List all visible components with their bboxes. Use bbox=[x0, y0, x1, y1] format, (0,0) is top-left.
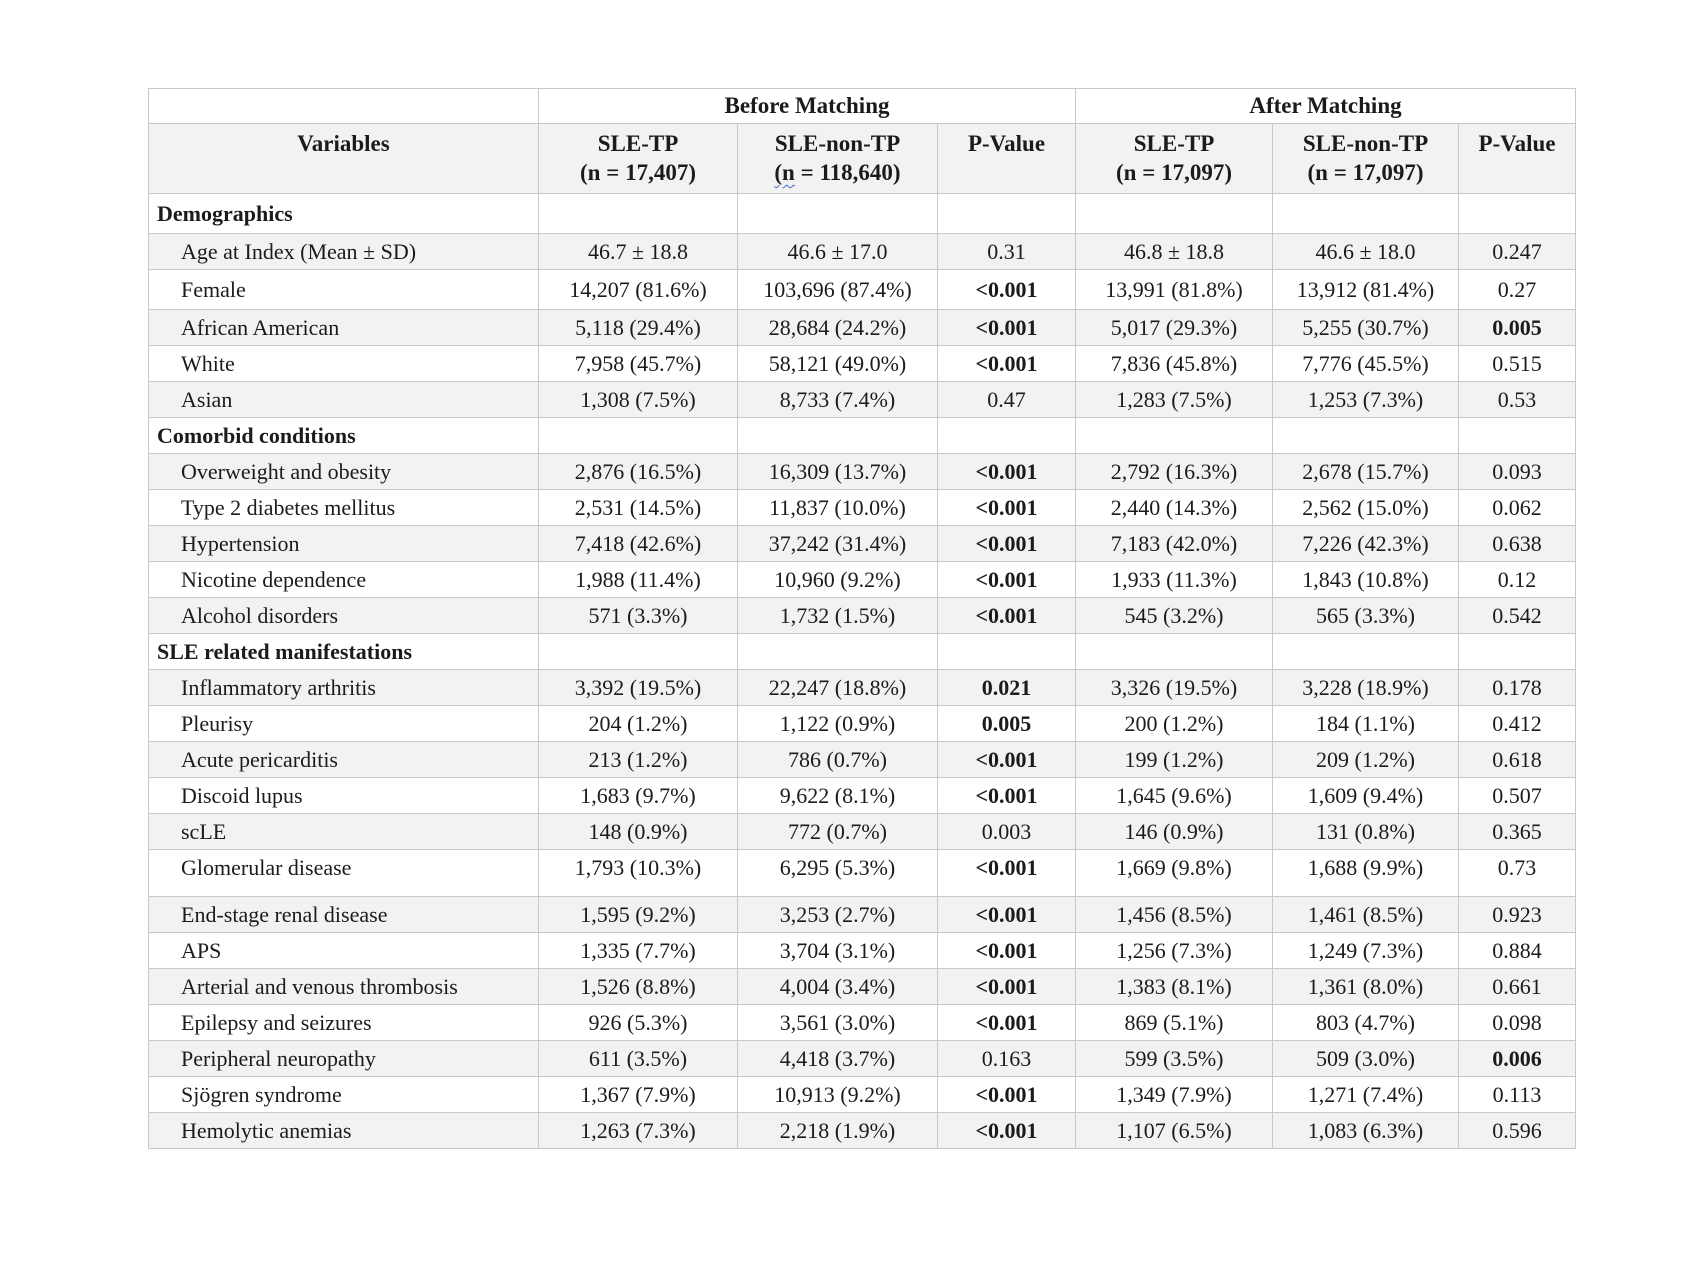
after-sle-tp-value: 200 (1.2%) bbox=[1076, 706, 1273, 742]
table-row bbox=[149, 1005, 1576, 1041]
after-p-value: 0.098 bbox=[1459, 1005, 1576, 1041]
before-sle-non-tp-value: 16,309 (13.7%) bbox=[738, 454, 938, 490]
after-p-value: 0.542 bbox=[1459, 598, 1576, 634]
after-sle-tp-value: 7,836 (45.8%) bbox=[1076, 346, 1273, 382]
after-sle-non-tp-value: 1,253 (7.3%) bbox=[1273, 382, 1459, 418]
after-p-value: 0.062 bbox=[1459, 490, 1576, 526]
table-row bbox=[149, 1041, 1576, 1077]
before-sle-non-tp-value: 9,622 (8.1%) bbox=[738, 778, 938, 814]
table-row bbox=[149, 706, 1576, 742]
after-sle-non-tp-value: 1,461 (8.5%) bbox=[1273, 897, 1459, 933]
empty-cell bbox=[539, 418, 738, 454]
after-p-value: 0.515 bbox=[1459, 346, 1576, 382]
after-sle-non-tp-value: 1,249 (7.3%) bbox=[1273, 933, 1459, 969]
table-row bbox=[149, 234, 1576, 270]
before-sle-non-tp-value: 1,732 (1.5%) bbox=[738, 598, 938, 634]
variable-label: scLE bbox=[149, 814, 539, 850]
before-p-value: <0.001 bbox=[938, 346, 1076, 382]
before-sle-tp-value: 46.7 ± 18.8 bbox=[539, 234, 738, 270]
spellcheck-underline: (n bbox=[774, 160, 795, 185]
column-header-line1: SLE-TP bbox=[1133, 131, 1215, 156]
before-sle-tp-value: 1,595 (9.2%) bbox=[539, 897, 738, 933]
column-header-line2: (n = 17,097) bbox=[1116, 160, 1232, 185]
after-sle-non-tp-value: 1,843 (10.8%) bbox=[1273, 562, 1459, 598]
after-sle-tp-value: 146 (0.9%) bbox=[1076, 814, 1273, 850]
column-header-line1: SLE-non-TP bbox=[774, 131, 901, 156]
before-sle-tp-value: 7,418 (42.6%) bbox=[539, 526, 738, 562]
before-sle-non-tp-value: 1,122 (0.9%) bbox=[738, 706, 938, 742]
before-sle-tp-value: 1,793 (10.3%) bbox=[539, 850, 738, 897]
after-sle-tp-value: 13,991 (81.8%) bbox=[1076, 270, 1273, 310]
before-p-value: 0.163 bbox=[938, 1041, 1076, 1077]
before-sle-tp-value: 1,263 (7.3%) bbox=[539, 1113, 738, 1149]
col-header-before-p-value bbox=[938, 124, 1076, 194]
after-p-value: 0.661 bbox=[1459, 969, 1576, 1005]
table-row bbox=[149, 490, 1576, 526]
empty-cell bbox=[1076, 418, 1273, 454]
after-sle-non-tp-value: 1,083 (6.3%) bbox=[1273, 1113, 1459, 1149]
before-sle-non-tp-value: 46.6 ± 17.0 bbox=[738, 234, 938, 270]
variable-label: Sjögren syndrome bbox=[149, 1077, 539, 1113]
after-p-value: 0.178 bbox=[1459, 670, 1576, 706]
after-sle-tp-value: 46.8 ± 18.8 bbox=[1076, 234, 1273, 270]
variable-label: Female bbox=[149, 270, 539, 310]
empty-cell bbox=[738, 194, 938, 234]
variable-label: Epilepsy and seizures bbox=[149, 1005, 539, 1041]
baseline-characteristics-table bbox=[148, 88, 1576, 1149]
before-sle-non-tp-value: 3,704 (3.1%) bbox=[738, 933, 938, 969]
empty-cell bbox=[1459, 634, 1576, 670]
variable-label: APS bbox=[149, 933, 539, 969]
table-row bbox=[149, 897, 1576, 933]
table-body bbox=[149, 194, 1576, 1149]
before-sle-non-tp-value: 37,242 (31.4%) bbox=[738, 526, 938, 562]
variable-label: Asian bbox=[149, 382, 539, 418]
empty-cell bbox=[738, 418, 938, 454]
after-sle-tp-value: 1,349 (7.9%) bbox=[1076, 1077, 1273, 1113]
col-header-before-sle-non-tp bbox=[738, 124, 938, 194]
after-sle-non-tp-value: 7,226 (42.3%) bbox=[1273, 526, 1459, 562]
after-sle-tp-value: 5,017 (29.3%) bbox=[1076, 310, 1273, 346]
before-sle-tp-value: 14,207 (81.6%) bbox=[539, 270, 738, 310]
table-row bbox=[149, 778, 1576, 814]
table-row bbox=[149, 670, 1576, 706]
before-sle-non-tp-value: 6,295 (5.3%) bbox=[738, 850, 938, 897]
before-sle-non-tp-value: 28,684 (24.2%) bbox=[738, 310, 938, 346]
before-matching-header: Before Matching bbox=[539, 89, 1076, 124]
after-p-value: 0.923 bbox=[1459, 897, 1576, 933]
empty-corner-cell bbox=[149, 89, 539, 124]
before-sle-non-tp-value: 4,004 (3.4%) bbox=[738, 969, 938, 1005]
after-sle-non-tp-value: 1,609 (9.4%) bbox=[1273, 778, 1459, 814]
empty-cell bbox=[1273, 634, 1459, 670]
before-sle-tp-value: 3,392 (19.5%) bbox=[539, 670, 738, 706]
before-sle-tp-value: 571 (3.3%) bbox=[539, 598, 738, 634]
col-header-after-p-value bbox=[1459, 124, 1576, 194]
after-sle-non-tp-value: 1,271 (7.4%) bbox=[1273, 1077, 1459, 1113]
empty-cell bbox=[1273, 194, 1459, 234]
before-p-value: <0.001 bbox=[938, 850, 1076, 897]
before-p-value: 0.021 bbox=[938, 670, 1076, 706]
before-p-value: 0.003 bbox=[938, 814, 1076, 850]
before-p-value: <0.001 bbox=[938, 526, 1076, 562]
before-p-value: <0.001 bbox=[938, 897, 1076, 933]
after-sle-non-tp-value: 509 (3.0%) bbox=[1273, 1041, 1459, 1077]
variable-label: African American bbox=[149, 310, 539, 346]
variable-label: Glomerular disease bbox=[149, 850, 539, 897]
section-label: Demographics bbox=[149, 194, 539, 234]
before-sle-tp-value: 611 (3.5%) bbox=[539, 1041, 738, 1077]
table-row bbox=[149, 346, 1576, 382]
table-row bbox=[149, 742, 1576, 778]
variable-label: Hemolytic anemias bbox=[149, 1113, 539, 1149]
section-label: Comorbid conditions bbox=[149, 418, 539, 454]
before-sle-non-tp-value: 772 (0.7%) bbox=[738, 814, 938, 850]
after-p-value: 0.12 bbox=[1459, 562, 1576, 598]
before-sle-non-tp-value: 8,733 (7.4%) bbox=[738, 382, 938, 418]
empty-cell bbox=[938, 418, 1076, 454]
after-sle-tp-value: 869 (5.1%) bbox=[1076, 1005, 1273, 1041]
before-sle-tp-value: 213 (1.2%) bbox=[539, 742, 738, 778]
before-p-value: <0.001 bbox=[938, 742, 1076, 778]
before-sle-non-tp-value: 4,418 (3.7%) bbox=[738, 1041, 938, 1077]
col-header-after-sle-non-tp bbox=[1273, 124, 1459, 194]
after-sle-tp-value: 2,440 (14.3%) bbox=[1076, 490, 1273, 526]
after-p-value: 0.884 bbox=[1459, 933, 1576, 969]
after-sle-tp-value: 599 (3.5%) bbox=[1076, 1041, 1273, 1077]
after-sle-tp-value: 545 (3.2%) bbox=[1076, 598, 1273, 634]
after-p-value: 0.507 bbox=[1459, 778, 1576, 814]
table-row bbox=[149, 969, 1576, 1005]
table-row bbox=[149, 382, 1576, 418]
before-sle-tp-value: 1,988 (11.4%) bbox=[539, 562, 738, 598]
before-p-value: 0.005 bbox=[938, 706, 1076, 742]
after-p-value: 0.093 bbox=[1459, 454, 1576, 490]
before-p-value: <0.001 bbox=[938, 933, 1076, 969]
after-p-value: 0.73 bbox=[1459, 850, 1576, 897]
after-sle-non-tp-value: 184 (1.1%) bbox=[1273, 706, 1459, 742]
after-sle-non-tp-value: 3,228 (18.9%) bbox=[1273, 670, 1459, 706]
after-sle-tp-value: 1,645 (9.6%) bbox=[1076, 778, 1273, 814]
before-p-value: <0.001 bbox=[938, 1113, 1076, 1149]
empty-cell bbox=[738, 634, 938, 670]
variable-label: Peripheral neuropathy bbox=[149, 1041, 539, 1077]
after-p-value: 0.53 bbox=[1459, 382, 1576, 418]
empty-cell bbox=[539, 634, 738, 670]
before-sle-tp-value: 2,531 (14.5%) bbox=[539, 490, 738, 526]
before-p-value: 0.47 bbox=[938, 382, 1076, 418]
section-label: SLE related manifestations bbox=[149, 634, 539, 670]
table-row bbox=[149, 270, 1576, 310]
col-header-after-sle-tp bbox=[1076, 124, 1273, 194]
before-sle-tp-value: 2,876 (16.5%) bbox=[539, 454, 738, 490]
column-header-row bbox=[149, 124, 1576, 194]
section-row bbox=[149, 194, 1576, 234]
before-sle-tp-value: 7,958 (45.7%) bbox=[539, 346, 738, 382]
after-sle-non-tp-value: 46.6 ± 18.0 bbox=[1273, 234, 1459, 270]
empty-cell bbox=[938, 634, 1076, 670]
after-sle-tp-value: 7,183 (42.0%) bbox=[1076, 526, 1273, 562]
after-matching-header: After Matching bbox=[1076, 89, 1576, 124]
after-sle-non-tp-value: 565 (3.3%) bbox=[1273, 598, 1459, 634]
before-sle-tp-value: 148 (0.9%) bbox=[539, 814, 738, 850]
empty-cell bbox=[539, 194, 738, 234]
col-header-before-sle-tp bbox=[539, 124, 738, 194]
before-sle-tp-value: 1,367 (7.9%) bbox=[539, 1077, 738, 1113]
table-row bbox=[149, 814, 1576, 850]
after-p-value: 0.365 bbox=[1459, 814, 1576, 850]
variable-label: Arterial and venous thrombosis bbox=[149, 969, 539, 1005]
after-p-value: 0.412 bbox=[1459, 706, 1576, 742]
column-header-line1: SLE-non-TP bbox=[1302, 131, 1429, 156]
before-p-value: <0.001 bbox=[938, 310, 1076, 346]
before-sle-non-tp-value: 22,247 (18.8%) bbox=[738, 670, 938, 706]
variable-label: Type 2 diabetes mellitus bbox=[149, 490, 539, 526]
column-header-line1: SLE-TP bbox=[597, 131, 679, 156]
after-sle-tp-value: 1,383 (8.1%) bbox=[1076, 969, 1273, 1005]
column-header-line1: P-Value bbox=[1478, 131, 1556, 156]
table-row bbox=[149, 526, 1576, 562]
before-sle-non-tp-value: 11,837 (10.0%) bbox=[738, 490, 938, 526]
variable-label: Inflammatory arthritis bbox=[149, 670, 539, 706]
variable-label: Discoid lupus bbox=[149, 778, 539, 814]
before-sle-tp-value: 1,308 (7.5%) bbox=[539, 382, 738, 418]
before-p-value: <0.001 bbox=[938, 270, 1076, 310]
after-sle-non-tp-value: 803 (4.7%) bbox=[1273, 1005, 1459, 1041]
table-row bbox=[149, 850, 1576, 897]
variable-label: Nicotine dependence bbox=[149, 562, 539, 598]
after-sle-tp-value: 2,792 (16.3%) bbox=[1076, 454, 1273, 490]
empty-cell bbox=[1273, 418, 1459, 454]
after-sle-tp-value: 3,326 (19.5%) bbox=[1076, 670, 1273, 706]
after-sle-non-tp-value: 2,678 (15.7%) bbox=[1273, 454, 1459, 490]
empty-cell bbox=[1459, 194, 1576, 234]
before-sle-non-tp-value: 10,960 (9.2%) bbox=[738, 562, 938, 598]
empty-cell bbox=[938, 194, 1076, 234]
after-p-value: 0.006 bbox=[1459, 1041, 1576, 1077]
before-sle-non-tp-value: 2,218 (1.9%) bbox=[738, 1113, 938, 1149]
after-sle-non-tp-value: 2,562 (15.0%) bbox=[1273, 490, 1459, 526]
after-sle-tp-value: 1,283 (7.5%) bbox=[1076, 382, 1273, 418]
before-p-value: <0.001 bbox=[938, 598, 1076, 634]
variable-label: Overweight and obesity bbox=[149, 454, 539, 490]
column-header-line2: (n = 17,097) bbox=[1307, 160, 1424, 185]
variables-column-header: Variables bbox=[149, 124, 539, 194]
variable-label: Acute pericarditis bbox=[149, 742, 539, 778]
column-header-line1: P-Value bbox=[967, 131, 1046, 156]
before-sle-non-tp-value: 786 (0.7%) bbox=[738, 742, 938, 778]
empty-cell bbox=[1459, 418, 1576, 454]
before-sle-non-tp-value: 3,253 (2.7%) bbox=[738, 897, 938, 933]
after-p-value: 0.27 bbox=[1459, 270, 1576, 310]
before-p-value: <0.001 bbox=[938, 562, 1076, 598]
before-sle-tp-value: 926 (5.3%) bbox=[539, 1005, 738, 1041]
after-sle-non-tp-value: 13,912 (81.4%) bbox=[1273, 270, 1459, 310]
variable-label: White bbox=[149, 346, 539, 382]
table-row bbox=[149, 598, 1576, 634]
after-p-value: 0.113 bbox=[1459, 1077, 1576, 1113]
after-sle-tp-value: 1,107 (6.5%) bbox=[1076, 1113, 1273, 1149]
after-sle-tp-value: 1,933 (11.3%) bbox=[1076, 562, 1273, 598]
column-header-line2: (n = 118,640) bbox=[774, 160, 901, 185]
table-row bbox=[149, 1113, 1576, 1149]
after-p-value: 0.005 bbox=[1459, 310, 1576, 346]
after-p-value: 0.247 bbox=[1459, 234, 1576, 270]
empty-cell bbox=[1076, 634, 1273, 670]
after-sle-tp-value: 199 (1.2%) bbox=[1076, 742, 1273, 778]
before-p-value: <0.001 bbox=[938, 1077, 1076, 1113]
before-p-value: <0.001 bbox=[938, 490, 1076, 526]
after-sle-non-tp-value: 1,688 (9.9%) bbox=[1273, 850, 1459, 897]
empty-cell bbox=[1076, 194, 1273, 234]
variable-label: Pleurisy bbox=[149, 706, 539, 742]
matching-group-header-row bbox=[149, 89, 1576, 124]
after-sle-tp-value: 1,456 (8.5%) bbox=[1076, 897, 1273, 933]
table-row bbox=[149, 562, 1576, 598]
before-sle-tp-value: 1,335 (7.7%) bbox=[539, 933, 738, 969]
before-p-value: <0.001 bbox=[938, 969, 1076, 1005]
after-sle-non-tp-value: 7,776 (45.5%) bbox=[1273, 346, 1459, 382]
before-sle-non-tp-value: 58,121 (49.0%) bbox=[738, 346, 938, 382]
section-row bbox=[149, 418, 1576, 454]
variable-label: End-stage renal disease bbox=[149, 897, 539, 933]
variable-label: Hypertension bbox=[149, 526, 539, 562]
before-p-value: 0.31 bbox=[938, 234, 1076, 270]
after-sle-non-tp-value: 1,361 (8.0%) bbox=[1273, 969, 1459, 1005]
table-row bbox=[149, 933, 1576, 969]
after-sle-non-tp-value: 209 (1.2%) bbox=[1273, 742, 1459, 778]
before-sle-non-tp-value: 3,561 (3.0%) bbox=[738, 1005, 938, 1041]
after-sle-tp-value: 1,256 (7.3%) bbox=[1076, 933, 1273, 969]
before-sle-tp-value: 1,683 (9.7%) bbox=[539, 778, 738, 814]
table-row bbox=[149, 1077, 1576, 1113]
table-row bbox=[149, 454, 1576, 490]
after-p-value: 0.618 bbox=[1459, 742, 1576, 778]
column-header-line2: (n = 17,407) bbox=[580, 160, 696, 185]
before-sle-tp-value: 1,526 (8.8%) bbox=[539, 969, 738, 1005]
after-sle-tp-value: 1,669 (9.8%) bbox=[1076, 850, 1273, 897]
variable-label: Alcohol disorders bbox=[149, 598, 539, 634]
after-p-value: 0.596 bbox=[1459, 1113, 1576, 1149]
section-row bbox=[149, 634, 1576, 670]
before-p-value: <0.001 bbox=[938, 778, 1076, 814]
before-sle-tp-value: 5,118 (29.4%) bbox=[539, 310, 738, 346]
before-p-value: <0.001 bbox=[938, 1005, 1076, 1041]
before-sle-non-tp-value: 10,913 (9.2%) bbox=[738, 1077, 938, 1113]
after-sle-non-tp-value: 131 (0.8%) bbox=[1273, 814, 1459, 850]
after-p-value: 0.638 bbox=[1459, 526, 1576, 562]
before-sle-tp-value: 204 (1.2%) bbox=[539, 706, 738, 742]
before-p-value: <0.001 bbox=[938, 454, 1076, 490]
variable-label: Age at Index (Mean ± SD) bbox=[149, 234, 539, 270]
after-sle-non-tp-value: 5,255 (30.7%) bbox=[1273, 310, 1459, 346]
table-row bbox=[149, 310, 1576, 346]
before-sle-non-tp-value: 103,696 (87.4%) bbox=[738, 270, 938, 310]
